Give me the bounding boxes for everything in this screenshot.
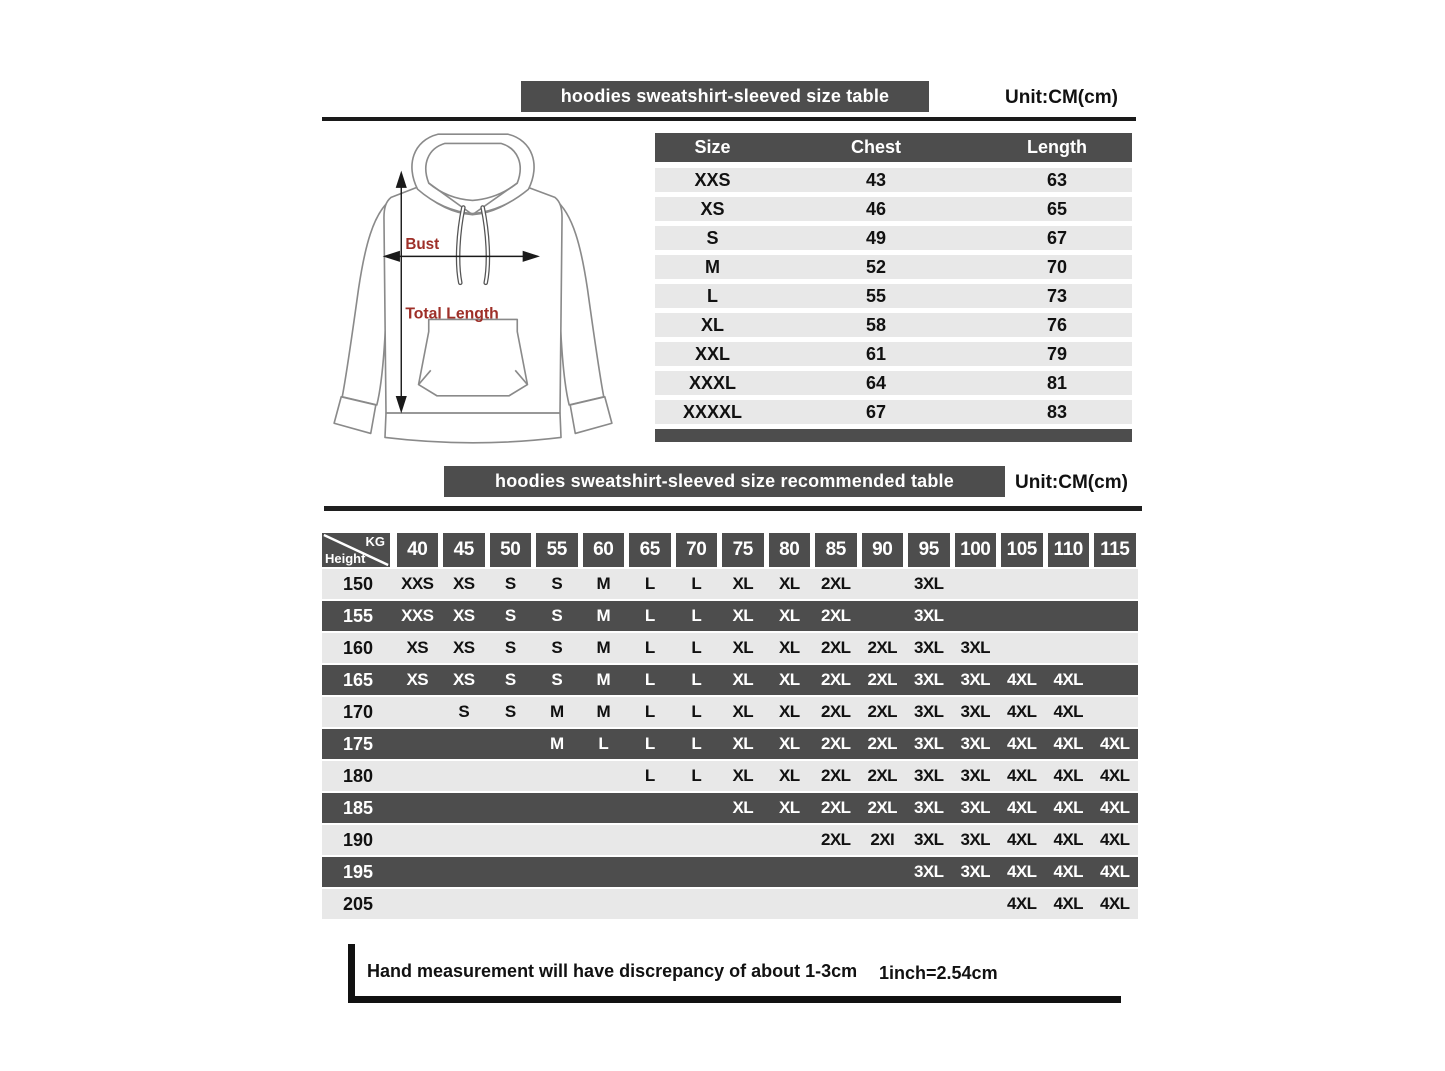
- matrix-cell: [766, 825, 813, 855]
- size-table-row: [655, 168, 1132, 192]
- matrix-cell: M: [549, 702, 564, 721]
- size-cell: L: [707, 286, 718, 306]
- recommended-matrix: [322, 533, 1138, 919]
- matrix-cell: 2XL: [867, 638, 897, 657]
- matrix-cell: [534, 889, 581, 919]
- matrix-cell: 4XL: [1053, 734, 1083, 753]
- length-cell: 81: [1046, 373, 1068, 393]
- matrix-row: [322, 729, 1138, 759]
- matrix-cell: S: [504, 606, 516, 625]
- matrix-cell: L: [644, 670, 655, 689]
- weight-header-cell: 60: [583, 533, 625, 567]
- divider-rule-1: [322, 117, 1136, 121]
- footer-bracket-horizontal: [348, 996, 1121, 1003]
- matrix-cell: XS: [453, 574, 475, 593]
- weight-header-cell: 100: [955, 533, 997, 567]
- length-cell: 63: [1046, 170, 1068, 190]
- matrix-cell: [627, 793, 674, 823]
- matrix-cell: 4XL: [1007, 734, 1037, 753]
- matrix-cell: 3XL: [914, 766, 944, 785]
- matrix-cell: [394, 729, 441, 759]
- size-table-header: [655, 133, 1132, 162]
- chest-cell: 43: [865, 170, 887, 190]
- matrix-cell: [487, 889, 534, 919]
- matrix-cell: L: [691, 638, 702, 657]
- matrix-height-cell: 175: [342, 734, 374, 754]
- matrix-row: [322, 793, 1138, 823]
- matrix-cell: 3XL: [960, 862, 990, 881]
- size-table-row: [655, 255, 1132, 279]
- matrix-cell: [1092, 633, 1139, 663]
- matrix-cell: 3XL: [914, 862, 944, 881]
- matrix-cell: [580, 857, 627, 887]
- size-table-title: hoodies sweatshirt-sleeved size table: [560, 86, 890, 106]
- matrix-cell: 4XL: [1007, 670, 1037, 689]
- chest-cell: 64: [865, 373, 887, 393]
- measurement-note: Hand measurement will have discrepancy of about 1-3cm: [367, 961, 858, 981]
- size-table-row: [655, 342, 1132, 366]
- matrix-cell: XL: [778, 638, 800, 657]
- matrix-cell: 4XL: [1007, 830, 1037, 849]
- matrix-cell: 3XL: [960, 670, 990, 689]
- weight-header-cell: 70: [676, 533, 718, 567]
- size-table-row: [655, 197, 1132, 221]
- divider-rule-2: [324, 506, 1142, 511]
- weight-header-cell: 80: [769, 533, 811, 567]
- matrix-cell: 3XL: [960, 734, 990, 753]
- matrix-cell: S: [551, 638, 563, 657]
- matrix-cell: 3XL: [960, 766, 990, 785]
- matrix-cell: [673, 857, 720, 887]
- matrix-cell: [859, 889, 906, 919]
- matrix-cell: L: [691, 702, 702, 721]
- matrix-cell: [673, 889, 720, 919]
- matrix-cell: [952, 569, 999, 599]
- matrix-cell: [394, 793, 441, 823]
- matrix-cell: 4XL: [1007, 702, 1037, 721]
- matrix-height-cell: 155: [342, 606, 374, 626]
- weight-header-cell: 115: [1094, 533, 1136, 567]
- matrix-cell: [1045, 601, 1092, 631]
- matrix-cell: XL: [732, 798, 754, 817]
- matrix-cell: XXS: [401, 606, 434, 625]
- matrix-cell: [1045, 633, 1092, 663]
- matrix-cell: 4XL: [1007, 798, 1037, 817]
- kg-label: KG: [365, 534, 385, 549]
- matrix-cell: XL: [732, 638, 754, 657]
- matrix-cell: [441, 889, 488, 919]
- weight-header-cell: 105: [1001, 533, 1043, 567]
- matrix-cell: [766, 889, 813, 919]
- matrix-cell: [534, 825, 581, 855]
- matrix-corner-cell: [322, 533, 390, 567]
- weight-header-cell: 45: [443, 533, 485, 567]
- matrix-cell: 4XL: [1007, 862, 1037, 881]
- matrix-height-cell: 165: [342, 670, 374, 690]
- height-label: Height: [325, 551, 366, 566]
- chest-column-header: Chest: [850, 137, 901, 157]
- matrix-cell: 3XL: [960, 798, 990, 817]
- matrix-cell: XL: [778, 670, 800, 689]
- matrix-cell: 3XL: [960, 702, 990, 721]
- size-table-bottom-bar: [655, 429, 1132, 442]
- matrix-cell: [999, 601, 1046, 631]
- matrix-cell: M: [596, 702, 611, 721]
- matrix-cell: [441, 793, 488, 823]
- length-cell: 67: [1046, 228, 1068, 248]
- matrix-cell: S: [551, 670, 563, 689]
- matrix-cell: L: [644, 766, 655, 785]
- matrix-cell: L: [691, 670, 702, 689]
- matrix-cell: 4XL: [1053, 862, 1083, 881]
- matrix-cell: XL: [732, 702, 754, 721]
- matrix-cell: S: [551, 574, 563, 593]
- matrix-cell: [906, 889, 953, 919]
- matrix-cell: [487, 825, 534, 855]
- matrix-cell: [441, 729, 488, 759]
- size-cell: XXXL: [688, 373, 736, 393]
- matrix-cell: S: [551, 606, 563, 625]
- chest-cell: 52: [865, 257, 887, 277]
- size-cell: XL: [700, 315, 724, 335]
- matrix-cell: 4XL: [1100, 862, 1130, 881]
- matrix-height-cell: 190: [342, 830, 374, 850]
- size-cell: XS: [700, 199, 725, 219]
- matrix-cell: XS: [453, 606, 475, 625]
- matrix-cell: [487, 729, 534, 759]
- matrix-cell: [1045, 569, 1092, 599]
- hoodie-hem-band: [385, 413, 561, 443]
- matrix-cell: 3XL: [914, 830, 944, 849]
- matrix-cell: XXS: [401, 574, 434, 593]
- matrix-row: [322, 761, 1138, 791]
- length-cell: 73: [1046, 286, 1068, 306]
- matrix-cell: [999, 633, 1046, 663]
- matrix-cell: [1092, 665, 1139, 695]
- matrix-height-cell: 195: [342, 862, 374, 882]
- matrix-cell: [487, 761, 534, 791]
- matrix-cell: [580, 793, 627, 823]
- size-table: [655, 133, 1132, 442]
- matrix-cell: XS: [453, 638, 475, 657]
- length-cell: 65: [1046, 199, 1068, 219]
- matrix-cell: L: [598, 734, 609, 753]
- matrix-cell: [394, 761, 441, 791]
- size-table-row: [655, 371, 1132, 395]
- matrix-cell: L: [691, 766, 702, 785]
- chest-cell: 49: [865, 228, 887, 248]
- size-table-row: [655, 400, 1132, 424]
- matrix-cell: XL: [778, 606, 800, 625]
- matrix-cell: 4XL: [1053, 766, 1083, 785]
- matrix-cell: [487, 857, 534, 887]
- matrix-cell: [859, 569, 906, 599]
- matrix-cell: [627, 857, 674, 887]
- matrix-cell: [720, 825, 767, 855]
- unit-label-2: Unit:CM(cm): [1015, 472, 1128, 493]
- matrix-cell: 4XL: [1100, 734, 1130, 753]
- matrix-cell: XL: [732, 606, 754, 625]
- matrix-height-cell: 185: [342, 798, 374, 818]
- matrix-cell: 3XL: [914, 702, 944, 721]
- matrix-cell: S: [504, 574, 516, 593]
- length-cell: 79: [1046, 344, 1068, 364]
- weight-header-cell: 40: [397, 533, 439, 567]
- matrix-cell: [766, 857, 813, 887]
- matrix-body: [322, 569, 1138, 919]
- weight-header-cell: 65: [629, 533, 671, 567]
- matrix-row: [322, 697, 1138, 727]
- matrix-cell: XL: [732, 670, 754, 689]
- size-cell: M: [705, 257, 720, 277]
- length-cell: 83: [1046, 402, 1068, 422]
- matrix-cell: [394, 697, 441, 727]
- matrix-cell: 4XL: [1007, 766, 1037, 785]
- size-table-title-bar: [521, 81, 929, 112]
- matrix-cell: 4XL: [1053, 894, 1083, 913]
- matrix-cell: 4XL: [1053, 830, 1083, 849]
- matrix-cell: 2XL: [821, 702, 851, 721]
- matrix-cell: [394, 889, 441, 919]
- matrix-cell: 2XL: [867, 734, 897, 753]
- matrix-row: [322, 857, 1138, 887]
- length-cell: 76: [1046, 315, 1068, 335]
- matrix-cell: 3XL: [914, 734, 944, 753]
- matrix-cell: [720, 857, 767, 887]
- matrix-cell: [813, 889, 860, 919]
- weight-header-cell: 110: [1048, 533, 1090, 567]
- matrix-cell: [673, 793, 720, 823]
- matrix-cell: [859, 601, 906, 631]
- matrix-cell: XL: [732, 734, 754, 753]
- matrix-row: [322, 665, 1138, 695]
- matrix-cell: [1092, 601, 1139, 631]
- hoodie-pocket: [419, 319, 528, 395]
- matrix-cell: [952, 601, 999, 631]
- size-cell: S: [706, 228, 719, 248]
- matrix-cell: 4XL: [1007, 894, 1037, 913]
- matrix-cell: S: [504, 670, 516, 689]
- matrix-cell: 3XL: [914, 798, 944, 817]
- matrix-cell: [534, 761, 581, 791]
- matrix-cell: M: [549, 734, 564, 753]
- matrix-cell: XL: [732, 766, 754, 785]
- size-table-row: [655, 226, 1132, 250]
- matrix-cell: L: [691, 574, 702, 593]
- matrix-cell: 2XL: [821, 734, 851, 753]
- matrix-cell: S: [458, 702, 470, 721]
- matrix-cell: [441, 857, 488, 887]
- matrix-cell: S: [504, 638, 516, 657]
- matrix-cell: 2XL: [867, 670, 897, 689]
- matrix-cell: [1092, 697, 1139, 727]
- size-cell: XXS: [694, 170, 731, 190]
- matrix-cell: XS: [406, 670, 428, 689]
- weight-header-cell: 55: [536, 533, 578, 567]
- matrix-row: [322, 889, 1138, 919]
- weight-header-cell: 95: [908, 533, 950, 567]
- matrix-cell: [487, 793, 534, 823]
- matrix-cell: 3XL: [914, 574, 944, 593]
- size-table-row: [655, 313, 1132, 337]
- matrix-height-cell: 150: [342, 574, 374, 594]
- bust-label: Bust: [405, 236, 440, 254]
- matrix-cell: 2XL: [821, 798, 851, 817]
- matrix-cell: [534, 857, 581, 887]
- matrix-height-cell: 160: [342, 638, 374, 658]
- size-table-body: [655, 168, 1132, 424]
- chest-cell: 67: [865, 402, 887, 422]
- matrix-cell: XL: [778, 734, 800, 753]
- matrix-cell: M: [596, 574, 611, 593]
- chest-cell: 55: [865, 286, 887, 306]
- matrix-cell: [673, 825, 720, 855]
- matrix-cell: L: [644, 638, 655, 657]
- matrix-cell: [534, 793, 581, 823]
- matrix-row: [322, 825, 1138, 855]
- size-column-header: Size: [694, 137, 731, 157]
- matrix-cell: [999, 569, 1046, 599]
- matrix-cell: L: [644, 606, 655, 625]
- matrix-cell: [1092, 569, 1139, 599]
- matrix-height-cell: 170: [342, 702, 374, 722]
- matrix-cell: 2XL: [821, 766, 851, 785]
- matrix-cell: L: [644, 702, 655, 721]
- matrix-cell: [394, 825, 441, 855]
- matrix-cell: L: [691, 734, 702, 753]
- matrix-cell: XL: [778, 574, 800, 593]
- matrix-cell: S: [504, 702, 516, 721]
- matrix-cell: XS: [453, 670, 475, 689]
- matrix-cell: 3XL: [914, 638, 944, 657]
- size-table-row: [655, 284, 1132, 308]
- matrix-cell: [580, 825, 627, 855]
- matrix-cell: [627, 825, 674, 855]
- matrix-cell: 2XL: [867, 798, 897, 817]
- matrix-cell: 4XL: [1053, 798, 1083, 817]
- recommended-table-title: hoodies sweatshirt-sleeved size recommended table: [495, 471, 954, 491]
- matrix-cell: 4XL: [1100, 894, 1130, 913]
- matrix-cell: 3XL: [914, 670, 944, 689]
- matrix-cell: [952, 889, 999, 919]
- matrix-cell: 3XL: [914, 606, 944, 625]
- matrix-cell: [580, 889, 627, 919]
- matrix-cell: XL: [732, 574, 754, 593]
- length-cell: 70: [1046, 257, 1068, 277]
- matrix-cell: [441, 761, 488, 791]
- total-length-label: Total Length: [405, 305, 499, 323]
- matrix-cell: M: [596, 638, 611, 657]
- weight-header-cell: 75: [722, 533, 764, 567]
- matrix-cell: [859, 857, 906, 887]
- matrix-cell: [441, 825, 488, 855]
- matrix-cell: M: [596, 670, 611, 689]
- weight-header-cell: 90: [862, 533, 904, 567]
- matrix-cell: XS: [406, 638, 428, 657]
- matrix-cell: 2XL: [821, 574, 851, 593]
- matrix-cell: 2XL: [821, 830, 851, 849]
- matrix-cell: [813, 857, 860, 887]
- matrix-cell: L: [644, 574, 655, 593]
- recommended-table-title-bar: [444, 466, 1005, 497]
- matrix-cell: 4XL: [1100, 830, 1130, 849]
- chest-cell: 58: [865, 315, 887, 335]
- matrix-cell: [627, 889, 674, 919]
- size-cell: XXL: [694, 344, 730, 364]
- matrix-cell: [720, 889, 767, 919]
- matrix-cell: 3XL: [960, 638, 990, 657]
- matrix-row: [322, 633, 1138, 663]
- inch-conversion: 1inch=2.54cm: [879, 963, 998, 983]
- length-column-header: Length: [1027, 137, 1087, 157]
- matrix-cell: XL: [778, 798, 800, 817]
- matrix-cell: 2XL: [867, 702, 897, 721]
- matrix-cell: 4XL: [1053, 670, 1083, 689]
- chest-cell: 46: [865, 199, 887, 219]
- matrix-cell: 3XL: [960, 830, 990, 849]
- matrix-cell: [580, 761, 627, 791]
- matrix-height-cell: 205: [342, 894, 374, 914]
- matrix-cell: 2XL: [821, 638, 851, 657]
- matrix-header-row: [322, 533, 1138, 567]
- hoodie-diagram: [328, 126, 618, 462]
- matrix-cell: L: [691, 606, 702, 625]
- matrix-cell: 2XI: [870, 830, 895, 849]
- matrix-cell: XL: [778, 766, 800, 785]
- matrix-cell: L: [644, 734, 655, 753]
- matrix-height-cell: 180: [342, 766, 374, 786]
- unit-label-1: Unit:CM(cm): [1005, 87, 1118, 108]
- matrix-cell: 4XL: [1100, 798, 1130, 817]
- size-cell: XXXXL: [682, 402, 743, 422]
- matrix-cell: 4XL: [1053, 702, 1083, 721]
- weight-header-cell: 50: [490, 533, 532, 567]
- matrix-cell: [394, 857, 441, 887]
- matrix-cell: 2XL: [821, 670, 851, 689]
- footer-bracket-vertical: [348, 944, 355, 1003]
- matrix-cell: 2XL: [821, 606, 851, 625]
- matrix-cell: 4XL: [1100, 766, 1130, 785]
- matrix-cell: 2XL: [867, 766, 897, 785]
- matrix-row: [322, 569, 1138, 599]
- matrix-cell: XL: [778, 702, 800, 721]
- matrix-row: [322, 601, 1138, 631]
- chest-cell: 61: [865, 344, 887, 364]
- weight-header-cell: 85: [815, 533, 857, 567]
- matrix-cell: M: [596, 606, 611, 625]
